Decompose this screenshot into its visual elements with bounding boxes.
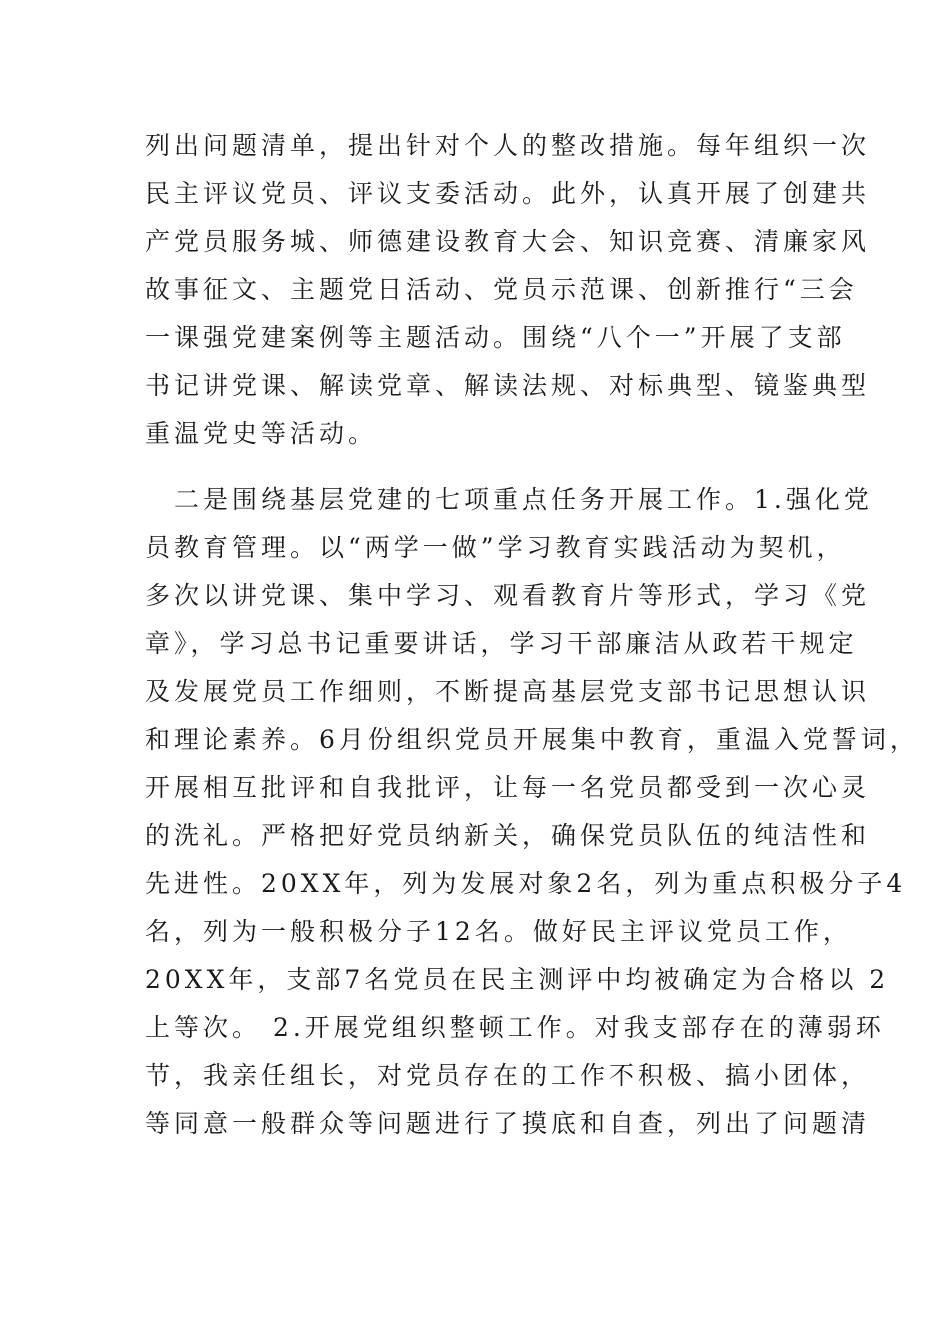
text-line: 二是围绕基层党建的七项重点任务开展工作。1.强化党 <box>145 485 873 514</box>
text-line: 故事征文、主题党日活动、党员示范课、创新推行“三会 <box>145 275 858 304</box>
text-line: 20XX年，支部7名党员在民主测评中均被确定为合格以 2 <box>145 965 890 994</box>
text-line: 一课强党建案例等主题活动。围绕“八个一”开展了支部 <box>145 323 846 352</box>
text-line: 上等次。 2.开展党组织整顿工作。对我支部存在的薄弱环 <box>145 1013 885 1042</box>
text-line: 产党员服务城、师德建设教育大会、知识竞赛、清廉家风 <box>145 227 871 256</box>
text-line: 先进性。20XX年，列为发展对象2名，列为重点积极分子4 <box>145 869 907 898</box>
text-line: 名，列为一般积极分子12名。做好民主评议党员工作， <box>145 917 852 946</box>
text-line: 书记讲党课、解读党章、解读法规、对标典型、镜鉴典型 <box>145 371 871 400</box>
text-line: 民主评议党员、评议支委活动。此外，认真开展了创建共 <box>145 179 871 208</box>
text-line: 列出问题清单，提出针对个人的整改措施。每年组织一次 <box>145 131 871 160</box>
text-line: 节，我亲任组长，对党员存在的工作不积极、搞小团体， <box>145 1061 871 1090</box>
text-line: 重温党史等活动。 <box>145 419 378 448</box>
text-line: 和理论素养。6月份组织党员开展集中教育，重温入党誓词， <box>145 725 919 754</box>
text-line: 等同意一般群众等问题进行了摸底和自查，列出了问题清 <box>145 1109 871 1138</box>
text-line: 章》，学习总书记重要讲话，学习干部廉洁从政若干规定 <box>145 629 858 658</box>
text-line: 多次以讲党课、集中学习、观看教育片等形式，学习《党 <box>145 581 871 610</box>
text-line: 员教育管理。以“两学一做”学习教育实践活动为契机， <box>145 533 846 562</box>
text-line: 的洗礼。严格把好党员纳新关，确保党员队伍的纯洁性和 <box>145 821 871 850</box>
text-line: 及发展党员工作细则，不断提高基层党支部书记思想认识 <box>145 677 871 706</box>
text-line: 开展相互批评和自我批评，让每一名党员都受到一次心灵 <box>145 773 871 802</box>
